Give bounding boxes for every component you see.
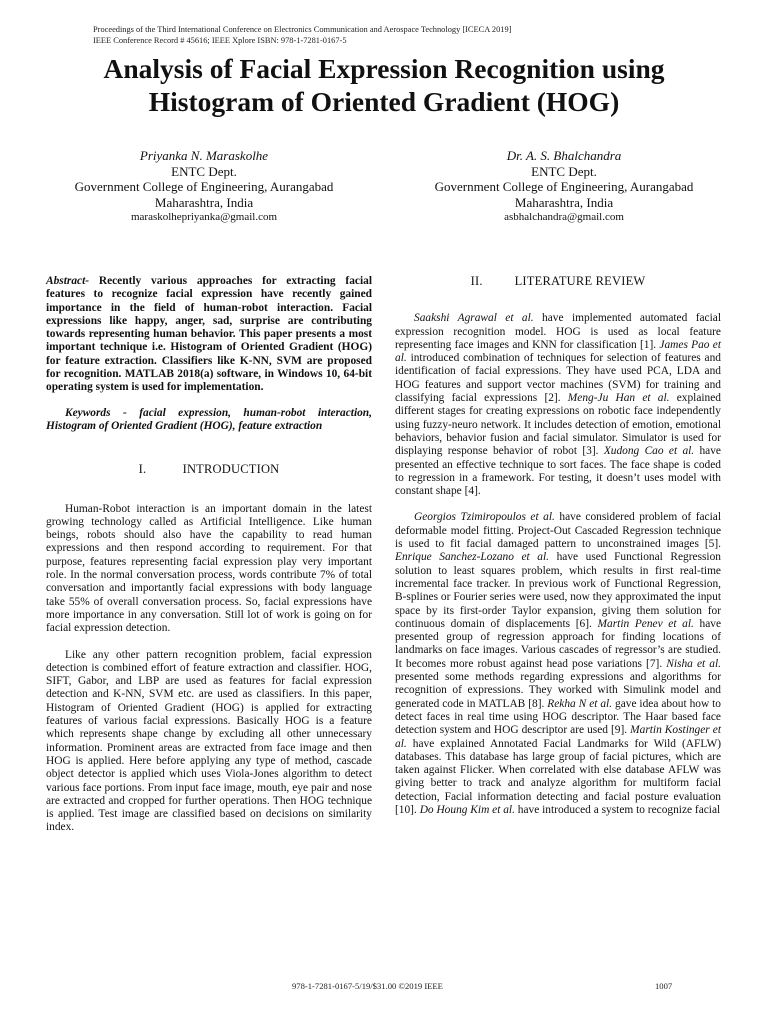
abstract-text: Recently various approaches for extracting facial features to recognize facial expression have recently gained importance in the field of human-robot interaction. Facial expressions like happy, anger, sad, surprise are contributing towards representing human behavior. This paper presents a most important technique i.e. Histogram of Oriented Gradient (HOG) for feature extraction. Classifiers like K-NN, SVM are proposed for recognition. MATLAB 2018(a) software, in Windows 10, 64-bit operating system is used for implementation. — [46, 275, 372, 394]
title-line-2: Histogram of Oriented Gradient (HOG) — [148, 86, 620, 117]
keywords-label: Keywords - — [65, 406, 127, 419]
paragraph-text: have presented group of regression approach for finding locations of landmarks on face images. Various cascades of regressor’s are studied. It becomes more robust against head pose variations [7]. — [395, 617, 722, 670]
paragraph-text: have implemented automated facial expression recognition model. HOG is used as local feature representing face images and KNN for classification [1]. — [395, 312, 721, 351]
paragraph-text: have considered problem of facial deformable model fitting. Project-Out Cascaded Regression technique is used to fit facial damaged pattern to unconstrained images [5]. — [395, 511, 721, 551]
section-number: II. — [470, 274, 483, 288]
footer-copyright: 978-1-7281-0167-5/19/$31.00 ©2019 IEEE — [292, 981, 443, 991]
cited-author: Georgios Tzimiropoulos et al. — [414, 511, 555, 524]
cited-author: Rekha N et al. — [547, 697, 613, 710]
author-location: Maharashtra, India — [514, 194, 614, 210]
author-institution: Government College of Engineering, Aurangabad — [434, 179, 694, 194]
intro-paragraph-1: Human-Robot interaction is an important domain in the latest growing technology called as Artificial Intelligence. Like human beings, robots should also have the capability to read human expressions and then respond according to requirement. For that purpose, features representing facial expression play very important role. In the normal conversation process, words contribute 7% of total conversation and importantly facial expressions with body language take 55% of overall conversation process. So, facial expressions have more importance in any conversation. Still lot of work is going on for facial expression detection. — [46, 502, 372, 635]
cited-author: Do Houng Kim et al. — [419, 803, 515, 816]
conference-line-1: Proceedings of the Third International Conference on Electronics Communication and Aerospace Technology [ICECA 2019] — [93, 25, 512, 34]
author-block-2 — [404, 148, 724, 226]
paragraph-text: explained different stages for creating expressions on robotic face independently using fuzzy-neuro network. It includes detection of emotion, emotional behaviors, behavior fusion and facial simulator. Simulator is used for displaying response behavior of robot [3]. — [395, 392, 721, 458]
cited-author: Nisha et al. — [666, 657, 721, 670]
paper-title — [0, 52, 768, 118]
section-number: I. — [138, 462, 147, 477]
title-line-1: Analysis of Facial Expression Recognition using — [103, 53, 665, 84]
paragraph-text: have introduced a system to recognize facial — [514, 803, 721, 816]
author-dept: ENTC Dept. — [171, 163, 237, 179]
abstract-label: Abstract- — [46, 275, 90, 287]
author-institution: Government College of Engineering, Aurangabad — [74, 179, 334, 194]
paragraph-text: presented some methods regarding expressions and algorithms for recognition of expressions. They worked with Simulink model and generated code in MATLAB [8]. — [395, 671, 721, 710]
section-title: INTRODUCTION — [182, 462, 280, 477]
cited-author: Enrique Sanchez-Lozano et al. — [395, 551, 549, 564]
cited-author: Meng-Ju Han et al. — [567, 392, 670, 405]
left-column — [46, 275, 372, 835]
paragraph-text: gave idea about how to detect faces in real time using HOG descriptor. The Haar based face detection system and HOG descriptor are used [9]. — [395, 697, 721, 737]
paragraph-text: introduced combination of techniques for selection of features and identification of facial expressions. They have used PCA, LDA and HOG features and support vector machines (SVM) for training and classifying facial expressions [2]. — [395, 352, 721, 405]
author-block-1 — [44, 148, 364, 226]
right-column — [395, 275, 721, 817]
literature-paragraph-1 — [395, 312, 721, 498]
abstract — [46, 275, 372, 395]
author-email: maraskolhepriyanka@gmail.com — [130, 211, 278, 223]
paragraph-text: have explained Annotated Facial Landmarks for Wild (AFLW) databases. This database has large group of facial pictures, which are taken against Flicker. When correlated with else database AFLW was giving better to track and analyze algorithm for multiform facial detection, Facial information detecting and facial posture evaluation [10]. — [395, 737, 721, 816]
page-number: 1007 — [655, 981, 673, 991]
cited-author: Xudong Cao et al. — [603, 445, 695, 458]
paragraph-text: have used Functional Regression solution to least squares problem, which results in first real-time incremental face tracker. In previous work of Functional Regression, B-splines or Fourier series were used, now they approximated the input space by its first-order Taylor expansion, giving them solution for continuous domain of displacements [6]. — [395, 551, 721, 630]
intro-paragraph-2: Like any other pattern recognition problem, facial expression detection is combined effort of feature extraction and classifier. HOG, SIFT, Gabor, and LBP are used as features for facial expression detection and K-NN, SVM etc. are used as classifiers. In this paper, Histogram of Oriented Gradient (HOG) is applied for extracting features of various facial expressions. Basically HOG is a feature which represents shape change by excluding all other unnecessary information. Prominent areas are extracted from face image and then HOG is applied. Here before applying any type of method, cascade object detector is applied which uses Viola-Jones algorithm to detect various face portions. From input face image, mouth, eye pair and nose are extracted and cropped for further operations. Then HOG technique is applied. Test image are classified based on decisions on similarity index. — [46, 648, 372, 834]
keywords-text: facial expression, human-robot interaction, Histogram of Oriented Gradient (HOG), feature extraction — [46, 406, 372, 432]
literature-paragraph-2 — [395, 511, 721, 817]
keywords — [46, 407, 372, 434]
section-heading-literature — [395, 275, 721, 288]
cited-author: Saakshi Agrawal et al. — [414, 312, 534, 325]
cited-author: James Pao et al. — [395, 338, 722, 365]
author-name: Dr. A. S. Bhalchandra — [506, 148, 622, 163]
author-email: asbhalchandra@gmail.com — [504, 211, 624, 223]
author-location: Maharashtra, India — [154, 194, 254, 210]
section-title: LITERATURE REVIEW — [514, 274, 646, 288]
section-heading-introduction — [46, 463, 372, 476]
author-dept: ENTC Dept. — [531, 163, 597, 179]
author-name: Priyanka N. Maraskolhe — [139, 148, 269, 163]
conference-header — [93, 24, 511, 46]
conference-line-2: IEEE Conference Record # 45616; IEEE Xplore ISBN: 978-1-7281-0167-5 — [93, 36, 347, 45]
cited-author: Martin Kostinger et al. — [395, 724, 721, 750]
paragraph-text: have presented an effective technique to sort faces. The face shape is coded to regression in a framework. For testing, it doesn’t uses model with constant shape [4]. — [395, 445, 721, 498]
cited-author: Martin Penev et al. — [597, 617, 694, 630]
